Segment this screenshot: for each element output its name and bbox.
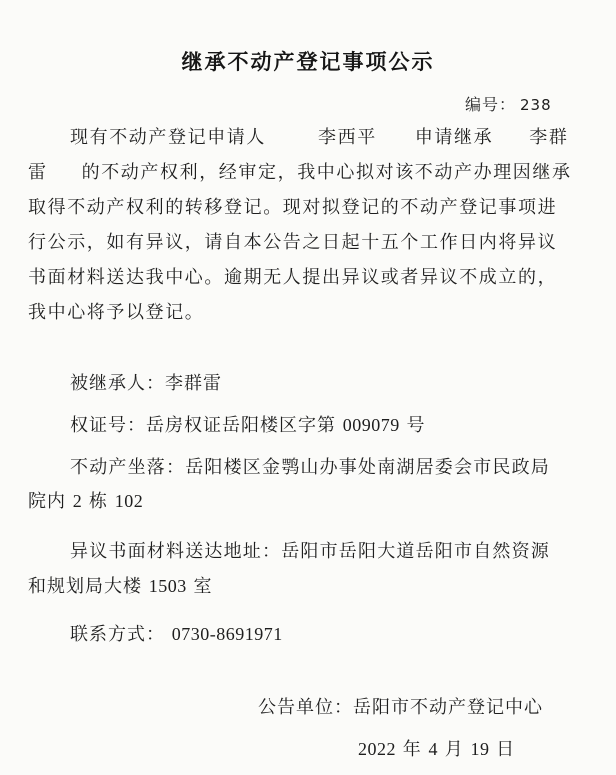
applicant-name: 李西平 [318, 127, 377, 148]
objection-address-continued [28, 572, 212, 598]
objection-address-field [70, 537, 550, 563]
objection-address-label: 异议书面材料送达地址： [70, 541, 282, 562]
location-unit-number: 102 [114, 491, 144, 511]
serial-number [465, 92, 552, 115]
date-year-unit: 年 [402, 739, 422, 760]
heir-name-end: 雷 [28, 162, 48, 183]
location-value-line2: 栋 [88, 491, 108, 512]
contact-label: 联系方式： [70, 624, 165, 645]
notice-date [358, 735, 515, 761]
certificate-field [70, 411, 425, 437]
body-text: 现有不动产登记申请人 [70, 127, 266, 148]
objection-address-room-number: 1503 [148, 576, 187, 596]
decedent-field [70, 369, 222, 395]
location-building-number: 2 [72, 491, 83, 511]
objection-address-value-line1: 岳阳市岳阳大道岳阳市自然资源 [281, 541, 551, 562]
heir-name-part: 李群 [529, 127, 569, 148]
issuer-label: 公告单位： [258, 697, 353, 718]
date-day-unit: 日 [496, 739, 516, 760]
issuer-field [258, 693, 543, 719]
date-year: 2022 [358, 739, 396, 759]
certificate-number: 009079 [342, 415, 400, 435]
body-line-3: 取得不动产权利的转移登记。现对拟登记的不动产登记事项进 [28, 197, 558, 218]
date-month: 4 [428, 739, 438, 759]
serial-value: 238 [520, 96, 552, 114]
body-line-5: 书面材料送达我中心。逾期无人提出异议或者异议不成立的， [28, 267, 558, 288]
contact-field [70, 620, 283, 646]
date-day: 19 [470, 739, 490, 759]
decedent-value: 李群雷 [165, 373, 222, 394]
certificate-value-pre: 岳房权证岳阳楼区字第 [146, 415, 336, 436]
document-title: 继承不动产登记事项公示 [181, 50, 435, 74]
serial-label: 编号： [465, 95, 517, 114]
location-value-line1: 岳阳楼区金鹗山办事处南湖居委会市民政局 [185, 457, 551, 478]
notice-body [28, 120, 604, 330]
body-line-1 [28, 120, 604, 155]
body-line-4: 行公示，如有异议，请自本公告之日起十五个工作日内将异议 [28, 232, 558, 253]
body-text: 的不动产权利，经审定，我中心拟对该不动产办理因继承 [81, 162, 572, 183]
issuer-value: 岳阳市不动产登记中心 [353, 697, 543, 718]
body-line-2 [28, 155, 604, 190]
location-label: 不动产坐落： [70, 457, 186, 478]
location-value-line2: 院内 [28, 491, 66, 512]
contact-phone: 0730-8691971 [171, 624, 283, 644]
date-month-unit: 月 [444, 739, 464, 760]
objection-address-value-line2: 和规划局大楼 [28, 576, 142, 597]
location-field-continued [28, 487, 143, 513]
location-field [70, 453, 550, 479]
decedent-label: 被继承人： [70, 373, 165, 394]
objection-address-value-line2: 室 [193, 576, 213, 597]
body-line-6: 我中心将予以登记。 [28, 302, 205, 323]
body-text: 申请继承 [414, 127, 494, 148]
certificate-label: 权证号： [70, 415, 146, 436]
certificate-value-post: 号 [406, 415, 426, 436]
